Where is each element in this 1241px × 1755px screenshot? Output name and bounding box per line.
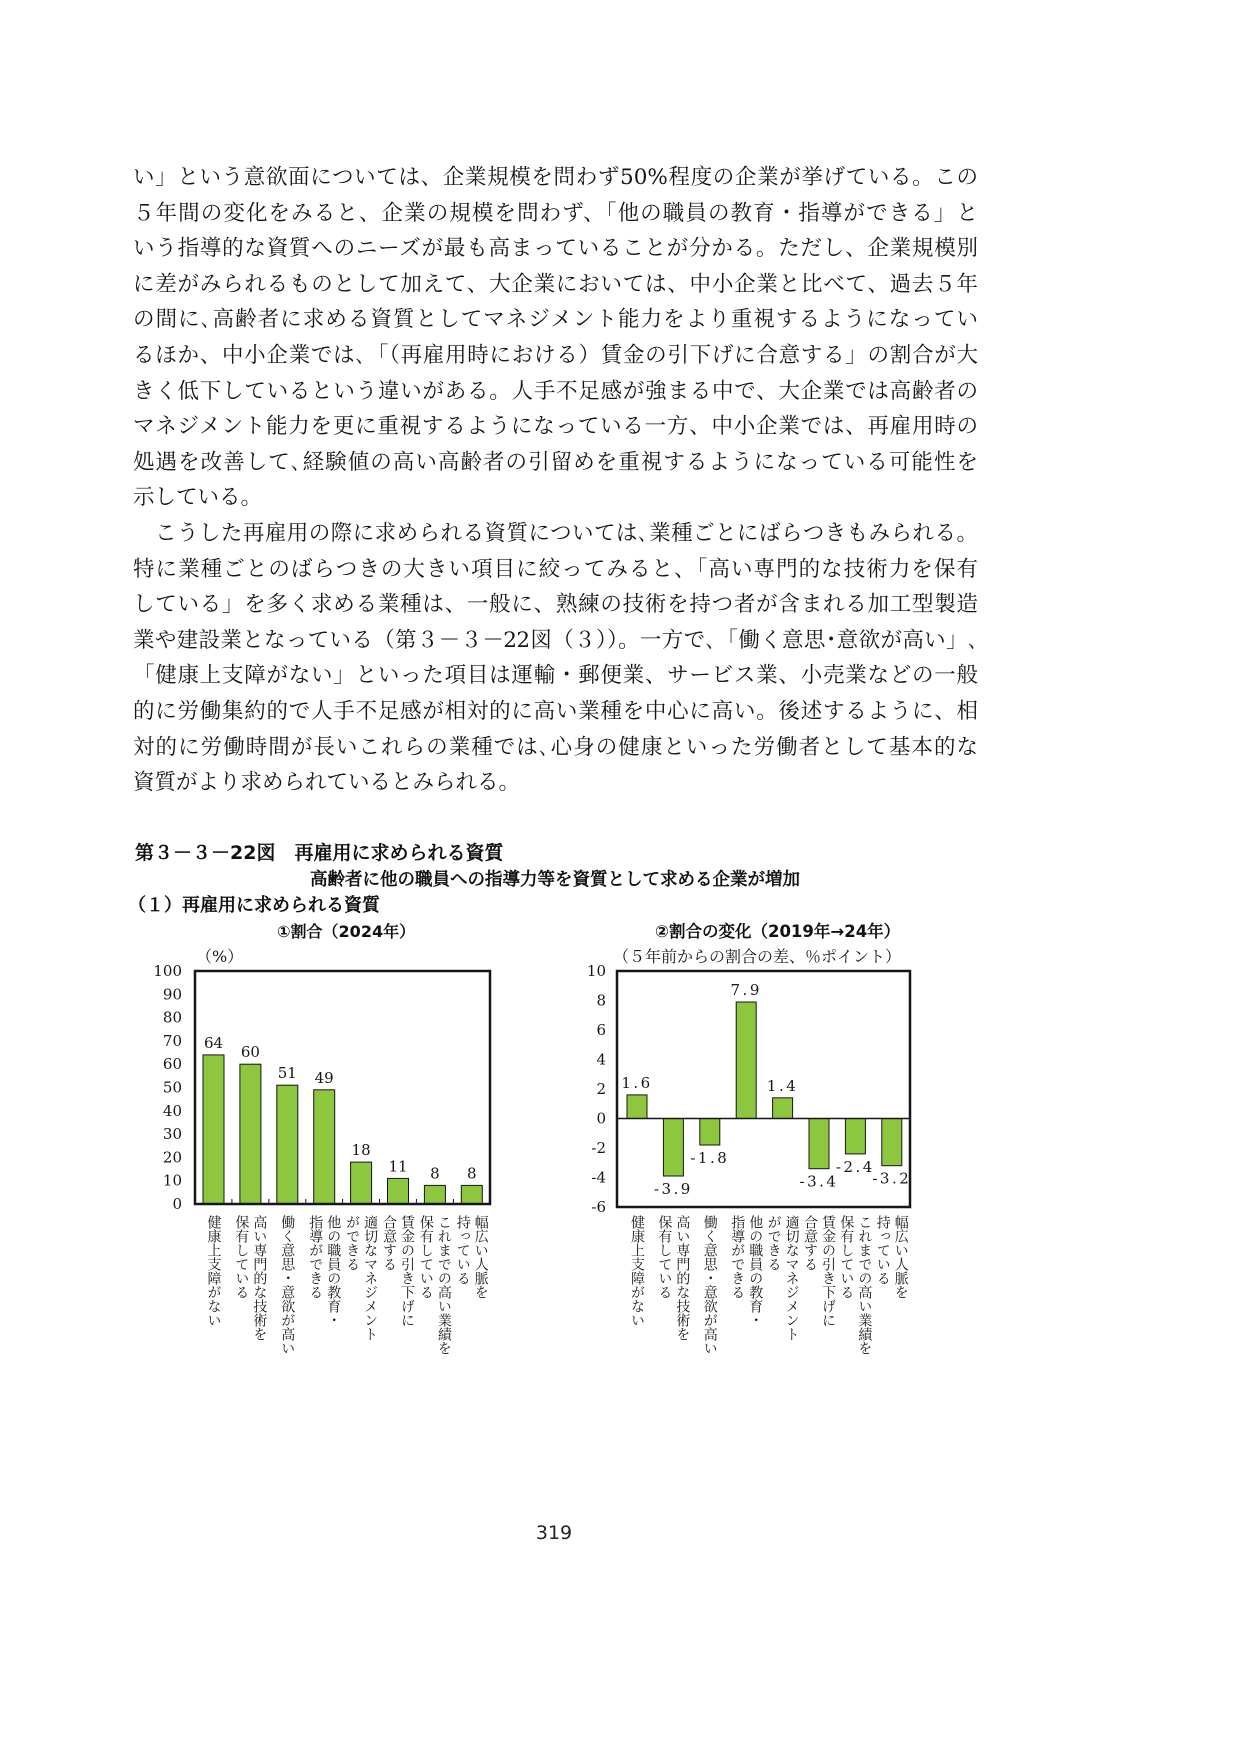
category-label-line: これまでの高い業績を bbox=[856, 1215, 873, 1355]
data-label: -3.9 bbox=[653, 1180, 693, 1198]
category-label-line: 合意する bbox=[802, 1215, 818, 1271]
category-label-line: 他の職員の教育・ bbox=[747, 1215, 764, 1327]
category-label-line: 幅広い人脈を bbox=[472, 1215, 489, 1299]
chart-1-unit-label: （%） bbox=[196, 947, 244, 966]
category-label-line: 適切なマネジメント bbox=[783, 1215, 800, 1341]
figure-title: 第３－３－22図 再雇用に求められる資質 bbox=[135, 842, 504, 864]
category-label bbox=[837, 1215, 873, 1355]
category-label-line: 他の職員の教育・ bbox=[325, 1215, 342, 1327]
category-label bbox=[765, 1215, 801, 1341]
category-label-line: 働く意思・意欲が高い bbox=[279, 1215, 296, 1355]
data-label: 1.4 bbox=[766, 1076, 799, 1095]
y-tick-label: 10 bbox=[586, 962, 606, 980]
y-tick-label: 70 bbox=[162, 1031, 182, 1050]
y-tick-label: 40 bbox=[162, 1101, 182, 1120]
y-tick-label: 80 bbox=[162, 1008, 182, 1027]
data-label: 7.9 bbox=[730, 981, 762, 999]
category-label bbox=[232, 1215, 268, 1341]
category-label bbox=[701, 1215, 719, 1355]
text-line: の間に､高齢者に求める資質としてマネジメント能力をより重視するようになってい bbox=[133, 307, 978, 333]
category-label bbox=[628, 1215, 646, 1327]
category-label-line: 指導ができる bbox=[307, 1215, 324, 1299]
data-label: -3.4 bbox=[799, 1172, 839, 1191]
category-label-line: 指導ができる bbox=[729, 1215, 746, 1299]
chart-2-title: ②割合の変化（2019年→24年） bbox=[655, 922, 901, 941]
text-line: 的に労働集約的で人手不足感が相対的に高い業種を中心に高い。後述するように、相 bbox=[133, 698, 978, 724]
category-label-line: これまでの高い業績を bbox=[435, 1215, 452, 1355]
text-line: きく低下しているという違いがある。人手不足感が強まる中で、大企業では高齢者の bbox=[133, 378, 978, 404]
text-line: 資質がより求められているとみられる。 bbox=[133, 770, 521, 796]
text-line: マネジメント能力を更に重視するようになっている一方、中小企業では、再雇用時の bbox=[133, 414, 978, 440]
category-label-line: 高い専門的な技術を bbox=[251, 1215, 268, 1341]
text-line: 「健康上支障がない」といった項目は運輸・郵便業、サービス業、小売業などの一般 bbox=[133, 663, 978, 689]
category-label bbox=[801, 1215, 837, 1327]
category-label-line: 働く意思・意欲が高い bbox=[701, 1215, 718, 1355]
category-label-line: 賃金の引き下げに bbox=[820, 1215, 836, 1327]
y-tick-label: 0 bbox=[172, 1195, 182, 1213]
category-label bbox=[454, 1215, 490, 1299]
chart-1-title: ①割合（2024年） bbox=[277, 922, 416, 941]
category-label bbox=[380, 1215, 416, 1327]
category-label-line: 合意する bbox=[381, 1215, 397, 1271]
data-label: 8 bbox=[467, 1164, 477, 1183]
y-tick-label: 4 bbox=[596, 1050, 606, 1069]
category-label bbox=[205, 1215, 223, 1327]
text-line: 特に業種ごとのばらつきの大きい項目に絞ってみると、「高い専門的な技術力を保有 bbox=[133, 556, 978, 582]
category-label bbox=[874, 1215, 910, 1299]
text-line: に差がみられるものとして加えて、大企業においては、中小企業と比べて、過去５年 bbox=[133, 271, 978, 297]
category-label-line: ができる bbox=[344, 1215, 361, 1271]
category-label bbox=[278, 1215, 296, 1355]
page-number: 319 bbox=[535, 1522, 573, 1544]
y-tick-label: 10 bbox=[162, 1171, 182, 1190]
y-tick-label: -2 bbox=[591, 1139, 606, 1157]
category-label-line: 保有している bbox=[233, 1215, 250, 1299]
data-label: -3.2 bbox=[872, 1169, 912, 1188]
text-line: 処遇を改善して､経験値の高い高齢者の引留めを重視するようになっている可能性を bbox=[133, 449, 978, 475]
category-label-line: 健康上支障がない bbox=[629, 1215, 645, 1327]
data-label: 64 bbox=[203, 1033, 224, 1052]
y-tick-label: 60 bbox=[162, 1055, 182, 1074]
category-label bbox=[306, 1215, 342, 1327]
y-tick-label: 6 bbox=[596, 1021, 606, 1039]
category-label-line: 保有している bbox=[417, 1215, 434, 1299]
category-label-line: 賃金の引き下げに bbox=[399, 1215, 415, 1327]
y-tick-label: -6 bbox=[591, 1198, 606, 1216]
category-label-line: ができる bbox=[765, 1215, 782, 1271]
y-tick-label: 0 bbox=[596, 1109, 606, 1128]
y-tick-label: 100 bbox=[153, 962, 182, 980]
y-tick-label: -4 bbox=[591, 1168, 606, 1187]
text-line: 対的に労働時間が長いこれらの業種では､心身の健康といった労働者として基本的な bbox=[133, 734, 978, 760]
data-label: 18 bbox=[351, 1141, 371, 1160]
category-label bbox=[728, 1215, 764, 1327]
category-label bbox=[343, 1215, 379, 1341]
y-tick-label: 20 bbox=[162, 1148, 182, 1167]
category-label-line: 幅広い人脈を bbox=[892, 1215, 909, 1299]
category-label-line: 保有している bbox=[656, 1215, 673, 1299]
y-tick-label: 50 bbox=[162, 1078, 182, 1097]
data-label: 51 bbox=[277, 1064, 297, 1083]
y-tick-label: 90 bbox=[162, 985, 182, 1004]
text-line: 示している。 bbox=[133, 485, 263, 511]
data-label: 1.6 bbox=[621, 1073, 653, 1092]
text-line: している」を多く求める業種は、一般に、熟練の技術を持つ者が含まれる加工型製造 bbox=[133, 592, 978, 618]
data-label: -2.4 bbox=[835, 1157, 875, 1176]
category-label-line: 健康上支障がない bbox=[205, 1215, 222, 1327]
text-line: 業や建設業となっている（第３－３－22図（３））。一方で､「働く意思･意欲が高い」､ bbox=[133, 627, 978, 653]
category-label-line: 高い専門的な技術を bbox=[674, 1215, 691, 1341]
category-label-line: 適切なマネジメント bbox=[362, 1215, 379, 1341]
text-line: るほか、中小企業では､「（再雇用時における）賃金の引下げに合意する」の割合が大 bbox=[133, 342, 978, 368]
text-line: い」という意欲面については、企業規模を問わず50%程度の企業が挙げている。この bbox=[133, 165, 978, 190]
category-label-line: 保有している bbox=[838, 1215, 855, 1299]
chart-2-unit-label: （５年前からの割合の差、％ポイント） bbox=[613, 947, 902, 966]
figure-section-label: （１）再雇用に求められる資質 bbox=[128, 895, 380, 916]
text-line: いう指導的な資質へのニーズが最も高まっていることが分かる。ただし、企業規模別 bbox=[133, 236, 978, 262]
y-tick-label: 30 bbox=[162, 1125, 182, 1144]
text-line: ５年間の変化をみると、企業の規模を問わず、「他の職員の教育・指導ができる」と bbox=[133, 200, 978, 226]
data-label: 11 bbox=[388, 1157, 408, 1176]
category-label bbox=[655, 1215, 691, 1341]
category-label-line: 持っている bbox=[454, 1215, 471, 1285]
data-label: -1.8 bbox=[690, 1149, 730, 1167]
y-tick-label: 8 bbox=[596, 991, 606, 1010]
category-label-line: 持っている bbox=[874, 1215, 891, 1285]
data-label: 49 bbox=[314, 1068, 334, 1087]
text-line: こうした再雇用の際に求められる資質については､業種ごとにばらつきもみられる。 bbox=[133, 520, 978, 546]
figure-subtitle: 高齢者に他の職員への指導力等を資質として求める企業が増加 bbox=[310, 870, 800, 890]
data-label: 8 bbox=[430, 1164, 440, 1183]
y-tick-label: 2 bbox=[596, 1080, 606, 1098]
category-label bbox=[417, 1215, 453, 1355]
data-label: 60 bbox=[240, 1043, 260, 1062]
